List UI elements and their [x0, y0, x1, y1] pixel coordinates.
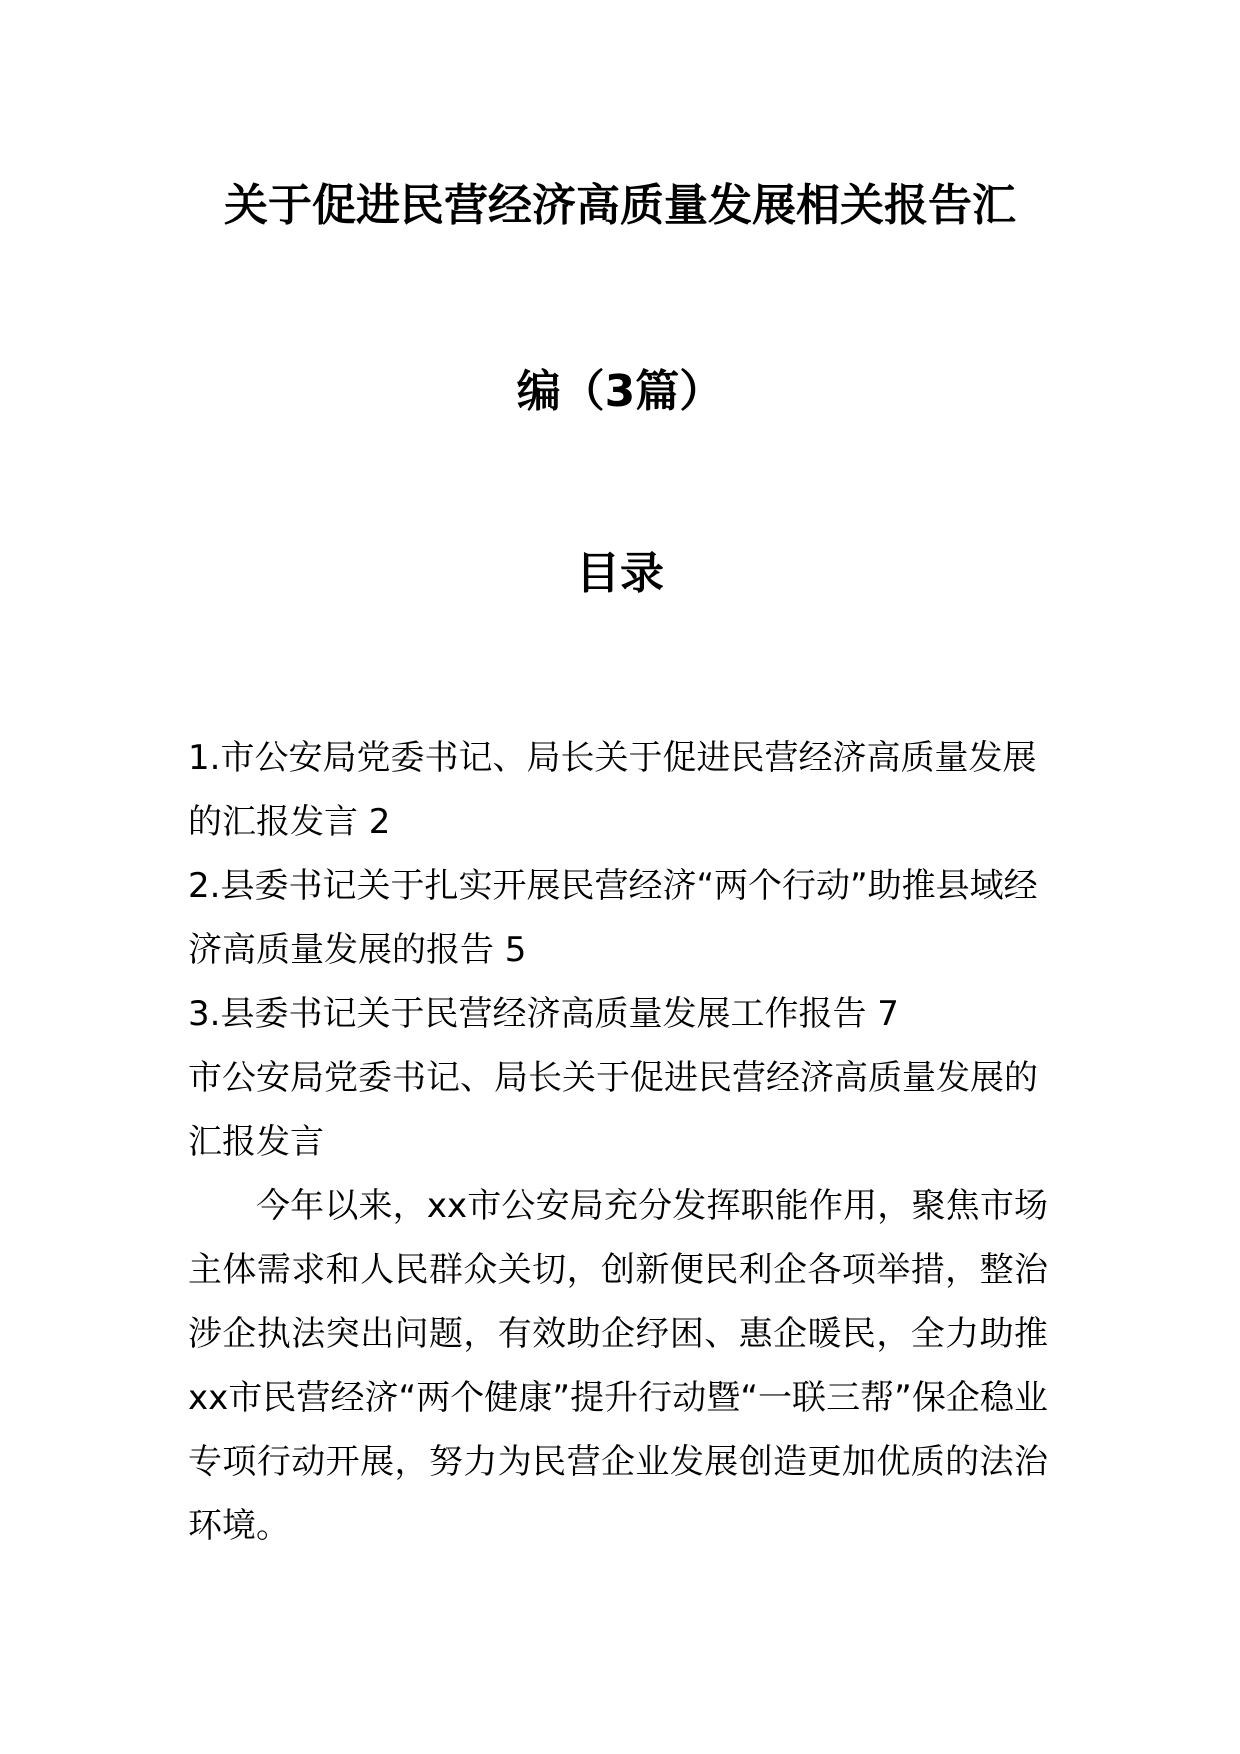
document-title-line-2: 编（3篇）	[516, 366, 724, 417]
section-paragraph: 今年以来，xx市公安局充分发挥职能作用，聚焦市场主体需求和人民群众关切，创新便民利企各项举措，整治涉企执法突出问题，有效助企纾困、惠企暖民，全力助推xx市民营经济“两个健康”提升行动暨“一联三帮”保企稳业专项行动开展，努力为民营企业发展创造更加优质的法治环境。	[188, 1186, 1048, 1546]
toc-item-2: 2.县委书记关于扎实开展民营经济“两个行动”助推县域经济高质量发展的报告 5	[188, 866, 1038, 970]
toc-heading: 目录	[576, 548, 664, 599]
report-section	[188, 1046, 1048, 1558]
table-of-contents	[188, 726, 1048, 1046]
toc-item-3: 3.县委书记关于民营经济高质量发展工作报告 7	[188, 994, 899, 1034]
document-title-line-1: 关于促进民营经济高质量发展相关报告汇	[224, 180, 1016, 231]
toc-item-1: 1.市公安局党委书记、局长关于促进民营经济高质量发展的汇报发言 2	[188, 738, 1037, 842]
section-title: 市公安局党委书记、局长关于促进民营经济高质量发展的汇报发言	[188, 1058, 1038, 1162]
